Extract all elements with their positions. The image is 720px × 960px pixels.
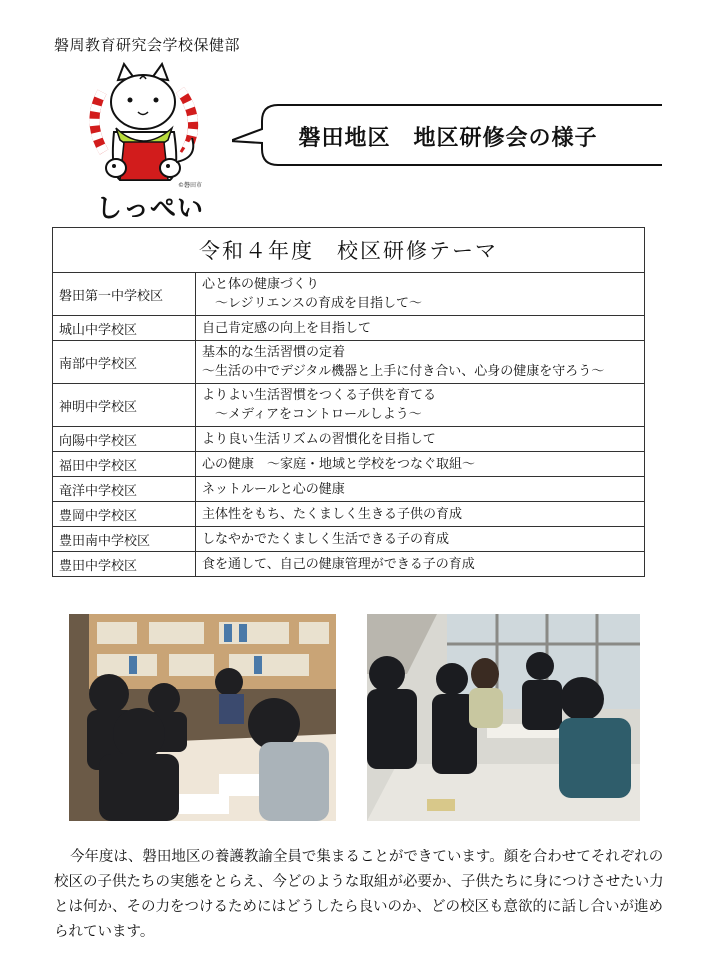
theme-cell [196, 341, 645, 384]
school-district-cell: 豊岡中学校区 [53, 502, 196, 527]
theme-line: 基本的な生活習慣の定着 [202, 345, 346, 360]
table-body [53, 273, 645, 577]
theme-line: 心の健康 ～家庭・地域と学校をつなぐ取組～ [202, 456, 476, 472]
theme-subline: ～レジリエンスの育成を目指して～ [202, 296, 423, 311]
table-row [53, 452, 645, 477]
school-district-cell: 豊田中学校区 [53, 552, 196, 577]
table-row [53, 384, 645, 427]
table-row [53, 341, 645, 384]
photo-meeting-room [367, 614, 640, 821]
theme-subline: ～メディアをコントロールしよう～ [202, 407, 422, 422]
theme-cell [196, 273, 645, 316]
theme-cell [196, 502, 645, 527]
page-title: 磐田地区 地区研修会の様子 [298, 126, 598, 151]
theme-cell [196, 384, 645, 427]
school-district-cell: 向陽中学校区 [53, 427, 196, 452]
body-paragraph: 今年度は、磐田地区の養護教諭全員で集まることができています。顔を合わせてそれぞれの校区の子供たちの実態をとらえ、今どのような取組が必要か、子供たちに身につけさせたい力とは何か、その力をつけるためにはどうしたら良いのか、どの校区も意欲的に話し合いが進められています。 [54, 849, 664, 940]
theme-line: 主体性をもち、たくましく生きる子供の育成 [202, 506, 463, 522]
theme-cell [196, 527, 645, 552]
table-header-row [53, 228, 645, 273]
theme-cell [196, 316, 645, 341]
photo-meeting-library [69, 614, 336, 821]
theme-cell [196, 477, 645, 502]
theme-line: 心と体の健康づくり [202, 277, 320, 292]
theme-cell [196, 452, 645, 477]
organization-name: 磐周教育研究会学校保健部 [54, 36, 241, 54]
school-district-cell: 南部中学校区 [53, 341, 196, 384]
theme-line: より良い生活リズムの習慣化を目指して [202, 431, 436, 447]
table-row [53, 477, 645, 502]
table-row [53, 427, 645, 452]
school-district-cell: 城山中学校区 [53, 316, 196, 341]
theme-subline: ～生活の中でデジタル機器と上手に付き合い、心身の健康を守ろう～ [202, 364, 605, 379]
theme-line: 食を通して、自己の健康管理ができる子の育成 [202, 556, 475, 572]
mascot-name: しっぺい [96, 194, 205, 224]
theme-line: 自己肯定感の向上を目指して [202, 320, 372, 336]
table-heading: 令和４年度 校区研修テーマ [53, 228, 645, 273]
copyright-note: ©磐田市 [178, 182, 203, 189]
table-row [53, 527, 645, 552]
table-row [53, 552, 645, 577]
theme-line: ネットルールと心の健康 [202, 481, 345, 497]
themes-table [52, 227, 645, 577]
theme-line: しなやかでたくましく生活できる子の育成 [202, 531, 450, 547]
theme-line: よりよい生活習慣をつくる子供を育てる [202, 388, 437, 403]
school-district-cell: 福田中学校区 [53, 452, 196, 477]
school-district-cell: 神明中学校区 [53, 384, 196, 427]
school-district-cell: 磐田第一中学校区 [53, 273, 196, 316]
table-row [53, 273, 645, 316]
theme-cell [196, 552, 645, 577]
table-row [53, 502, 645, 527]
school-district-cell: 豊田南中学校区 [53, 527, 196, 552]
school-district-cell: 竜洋中学校区 [53, 477, 196, 502]
theme-cell [196, 427, 645, 452]
table-row [53, 316, 645, 341]
